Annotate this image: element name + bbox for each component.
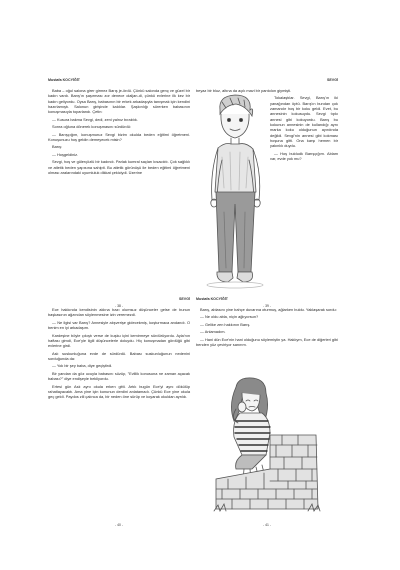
page-number: - 39 -	[263, 304, 271, 308]
paragraph: — Yok bir şey baba, diye geçiştirdi.	[52, 363, 113, 369]
paragraph: Barış:	[52, 144, 63, 150]
paragraph: — Hoşgeldiniz.	[52, 151, 79, 157]
wrapped-text	[270, 95, 338, 161]
paragraph: Kardeşine böyle çıkıştı verse de kuşku içini kemirmeye sürdürüyordu. Ayla'nın haftası gimdi, Ece'yle ilgili düşüncelerle doluydu. Hiç konuşmadan gördüğü gibi evlerine girdi.	[48, 332, 190, 349]
page-number: - 41 -	[263, 523, 271, 527]
page-38	[48, 78, 190, 308]
bottom-spread	[48, 297, 338, 527]
paragraph: Baba – oğul salona girer girmez Barış je-ördü. Çünkü salonda genç ve güzel bir kadın vardı. Barış'ın şaşırması zor denece olaljan-di, çünkü evlerine ilk kez bir kadın geliyordu. Oysa Barış, babasının bir erkek arkadaşıyla tanışmak için kendini hazırlamıştı. Salonun girişinde kaldılar. Şaşkınlığı sürerken babasının konuşmasıyla toparlandı. Çetin:	[48, 88, 190, 115]
running-head: Mustafa KOCYİĞİT	[196, 297, 228, 301]
boy-illustration	[200, 92, 270, 292]
paragraph: beyaz bir bluz, altına da açık mavi bir pantolon giymişti.	[196, 88, 292, 93]
top-spread	[48, 78, 338, 308]
paragraph: — Anlamadım.	[200, 329, 226, 335]
paragraph: — Gelike zen hakkının Barış.	[200, 321, 251, 327]
paragraph: Barış, ablasını yine bahçe duvarına oturmuş, ağlarken buldu. Yaklaşarak sordu:	[200, 307, 337, 312]
paragraph: — Hoş buldudk Barışçığım. Ablam var, evde yok mu?	[270, 150, 338, 161]
body-text	[48, 307, 190, 400]
paragraph: Sonra oğluna dönerek konuşmasını sürdürdü:	[52, 124, 131, 130]
paragraph: — Barışçığım, konuşmuruz Sevgi bizim okulda beden eğitimi öğretmeni. Konuşunuzu hoş geldin demeyecek misin?	[48, 131, 190, 142]
running-head: SEVGİ	[327, 78, 338, 82]
paragraph: — Kusura bakma Sevgi, dedi, zeni yalnız bıraktık.	[52, 116, 138, 122]
running-head: Mustafa KOCYİĞİT	[48, 78, 80, 82]
page-number: - 40 -	[115, 523, 123, 527]
body-text	[196, 307, 338, 348]
girl-on-wall-illustration	[212, 377, 324, 517]
paragraph: Tokalaştılar. Sevgi, Barış'ın iki yanağından öptü. Barış'ın bundan çok zamandır hoş bir koku geldi. Evet, bu annesinin kokusuydu. Sevgi tıpkı annesi gibi kokuyordu. Barış bu kokunun annesinin de kullandığı aynı marka koku olduğunun ayırdında değildi. Sevgi'nin annesi gibi kokması hoşuna gitti. Ona karşı hemen bir yakınlık duydu.	[270, 95, 338, 149]
body-text	[48, 88, 190, 175]
paragraph: — Ne ilgisi var Barış? Annesiyle alışverişe gidecekmiş, koşturmaca andandı. O benim en iyi arkadaşım.	[48, 319, 190, 331]
paragraph: — Ne oldu abla, niçin ağlıyorsun?	[200, 314, 259, 320]
paragraph: Bir yandan da göz ucuyla babasını süzüp, "Evlilik konusuna ne zaman açacak babası?" diye endişeyle bekliyordu.	[48, 370, 190, 382]
page-40	[48, 297, 190, 527]
paragraph: Ertesi gün Aslı aynı okula erken gitti. Artık bugün Ece'yi aynı dökülüp rahatlayacaktı. Ama yine için konunun derdini anlatamadı. Çünkü Ece yine okula geç geldi. Paydos zili çalınca da, bir neden öne sürüp ve koyarak okuldan ayrıldı.	[48, 383, 190, 400]
paragraph: Ece hakkında kendisinin aklına bazı olumsuz düşünceler gelse de bunun başkasının ağzından söylenmesine izin veremezdi.	[48, 307, 190, 318]
paragraph: — Hani dün Ece'nin hani olduğunu söylemiştin ya. Haklıym, Ece de diğerleri gibi benden yüz çeviriyor sanırım.	[196, 336, 338, 348]
paragraph: Aslı suskunluğuna evde de sürdürdü. Babası suskunluğunun nedenini sorduğunda da:	[48, 350, 190, 361]
running-head: SEVGİ	[179, 297, 190, 301]
page-number: - 38 -	[115, 304, 123, 308]
page-39	[196, 78, 338, 308]
page-41	[196, 297, 338, 527]
paragraph: Sevgi, hoş ve gülerçözlü bir kadındı. Parlak kumral saçları kısacıktı. Çok sağlıklı ve atletik beden yapısına sahipti. Bu atletik görünüşü ile beden eğitimi öğretmeni olması aralarındaki uyumluluk dikkat çekiciydi. Üzerine	[48, 159, 190, 175]
